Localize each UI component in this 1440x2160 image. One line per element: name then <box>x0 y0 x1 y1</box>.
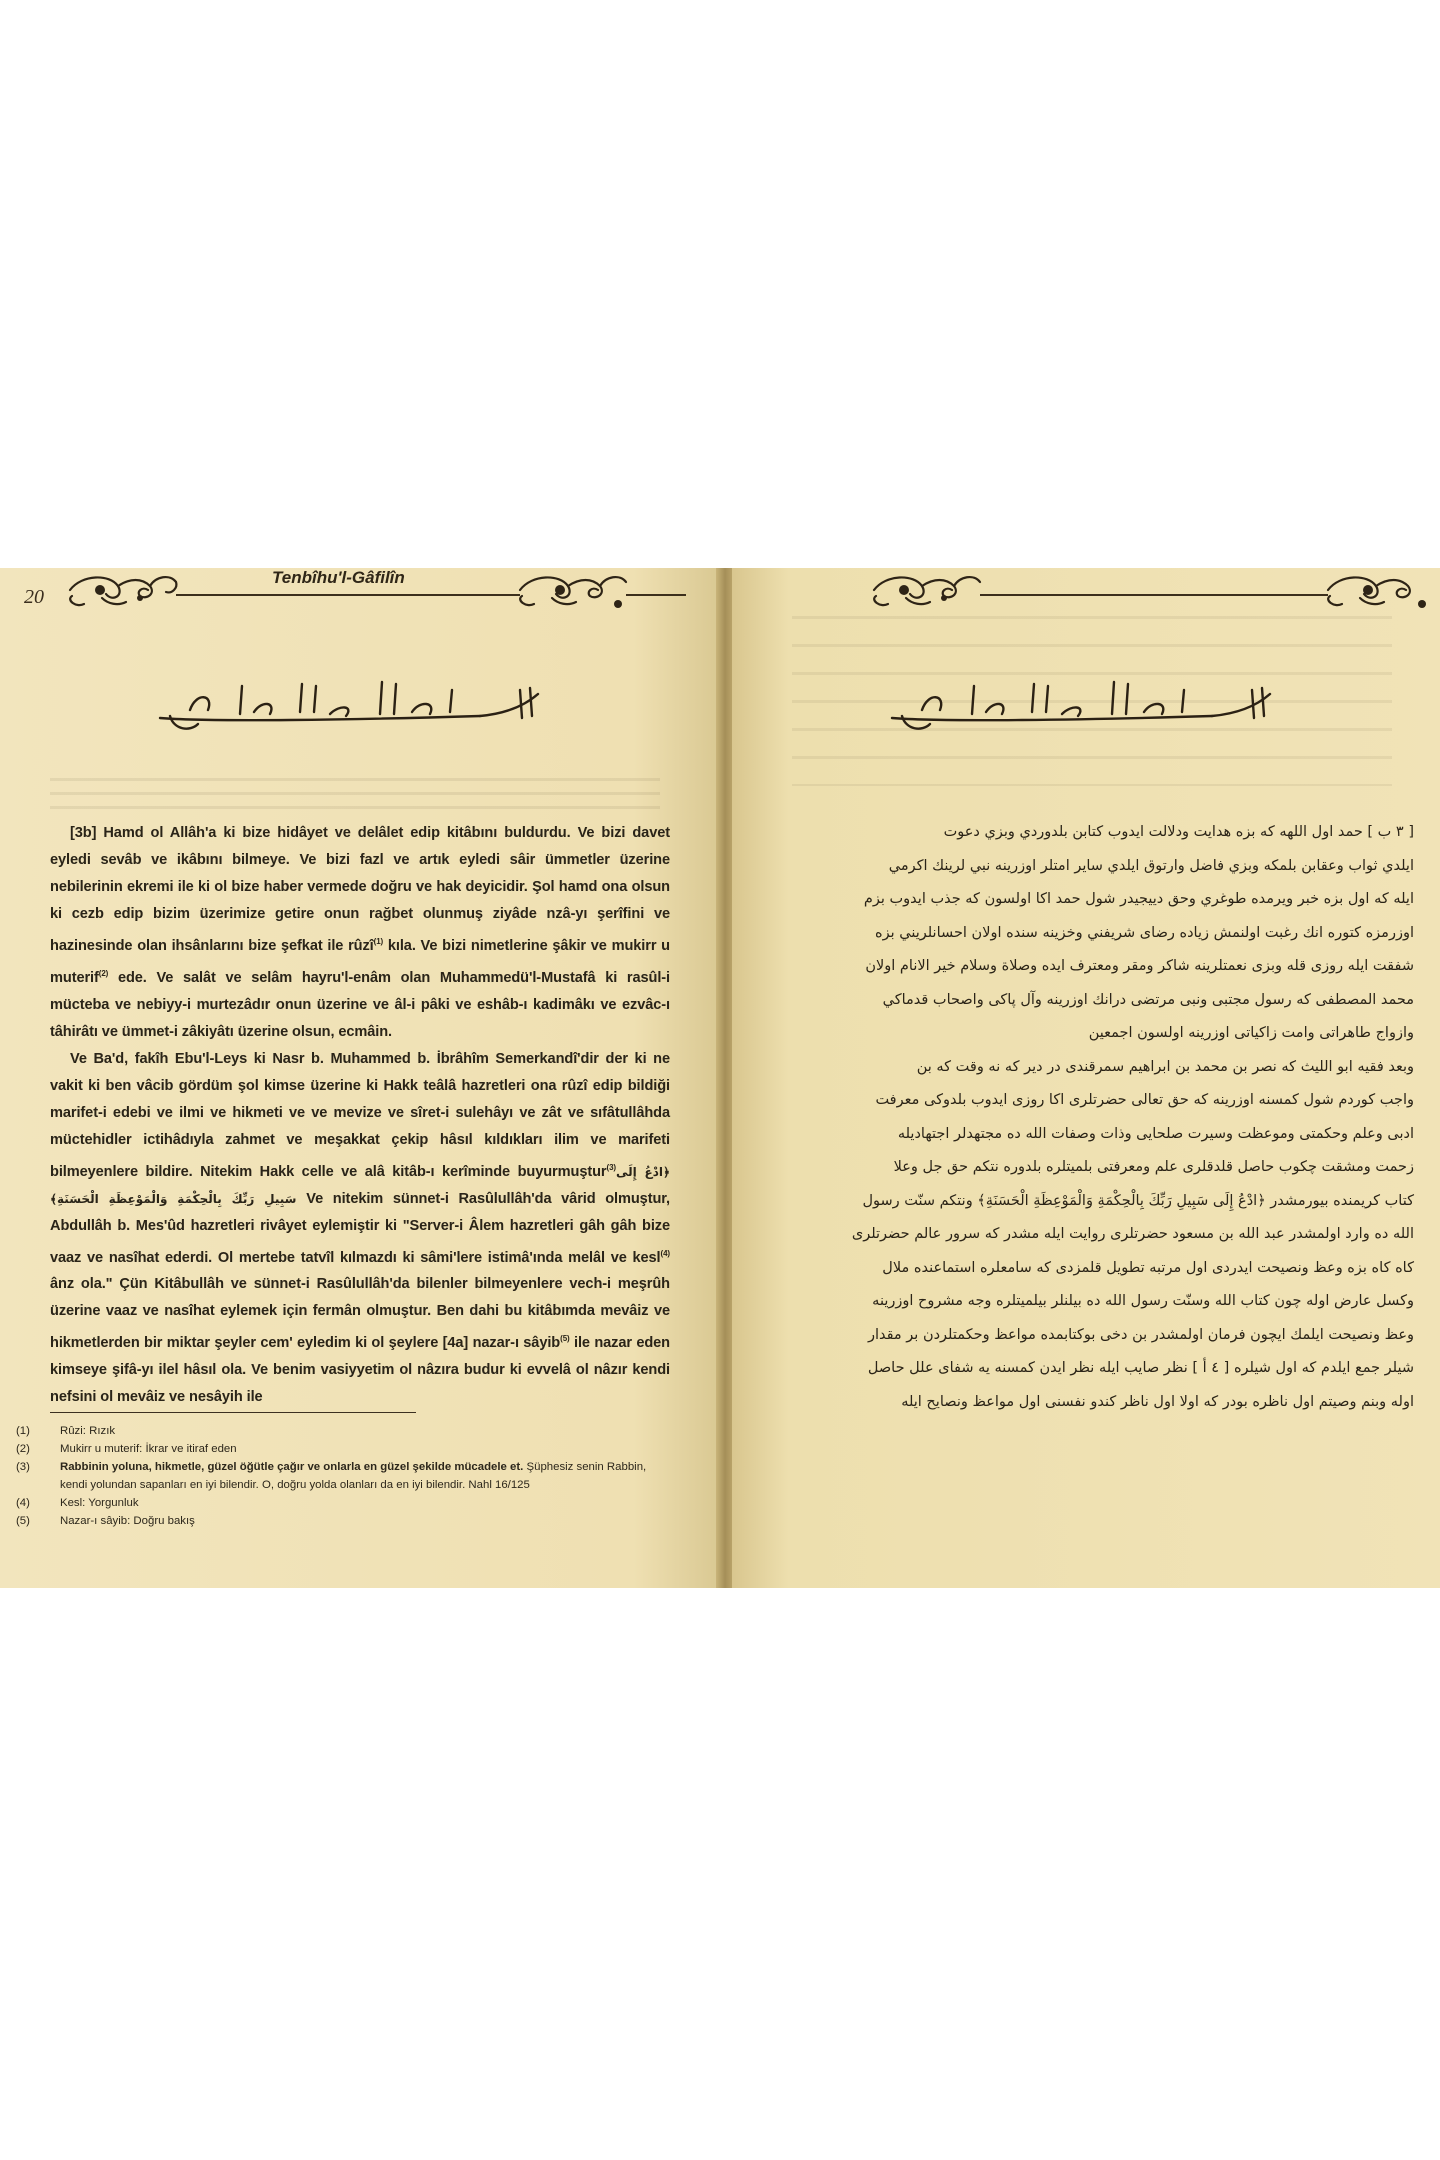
running-title: Tenbîhu'l-Gâfilîn <box>272 568 405 587</box>
basmala-calligraphy-left <box>150 672 550 742</box>
ottoman-line: اوله وبنم وصيتم اول ناظره بودر كه اولا اول ناظر كندو نفسنى اول مواعظ ونصايح ايله <box>901 1393 1414 1410</box>
ottoman-line: كاه كاه بزه وعظ ونصيحت ايدردى اول مرتبه تطويل قلمزدى كه سامعلره استماعنده ملال <box>882 1259 1414 1276</box>
footnote-text: Rûzi: Rızık <box>60 1425 116 1437</box>
ottoman-line: وازواج طاهراتى وامت زاكياتى اوزرينه اولسون اجمعين <box>1088 1025 1414 1041</box>
ottoman-line: وعظ ونصيحت ايلمك ايچون فرمان اولمشدر بن دخى بوكتابمده مواعظ وحكمتلردن بر مقدار <box>867 1326 1414 1343</box>
footnote-number: (1) <box>16 1425 30 1437</box>
footnote-number: (4) <box>16 1497 30 1509</box>
paragraph-1-text-b: kıla. Ve bizi nimetlerine şâkir ve mukirr u muterif <box>50 937 670 986</box>
ottoman-line: شيلر جمع ايلدم كه اول شيلره [ ٤ أ ] نظر صايب ايله نظر ايدن كمسنه يه شفاى علل حاصل <box>867 1360 1414 1376</box>
paragraph-2-text-c: ânz ola." Çün Kitâbullâh ve sünnet-i Rasûlullâh'da bilenler bilmeyenlere vech-i meşrûh üzerine vaaz ve nasîhat eylemek için fermân olmuştur. Ben dahi bu kitâbımda mevâiz ve hikmetlerden bir miktar şeyler cem' eyledim ki ol şeylere <box>50 1276 670 1352</box>
ottoman-line: ادبى وعلم وحكمتى وموعظت وسيرت صلحايى وذات وصفات الله ده مجتهدلر اجتهاديله <box>897 1125 1414 1142</box>
ottoman-line: وبعد فقيه ابو الليث كه نصر بن محمد بن ابراهيم سمرقندى در دير كه نه وقت كه بن <box>916 1058 1414 1075</box>
ottoman-line: [ ٣ ب ] حمد اول اللهه كه بزه هدايت ودلالت ايدوب كتابن بلدوردي وبزي دعوت <box>943 824 1414 840</box>
ottoman-line: محمد المصطفى كه رسول مجتبى ونبى مرتضى درانك اوزرينه وآل پاكى واصحاب قدماكي <box>882 991 1414 1008</box>
footnote-rule <box>50 1412 416 1413</box>
header-rule-right-a <box>980 594 1328 596</box>
footnote-item <box>16 1512 676 1530</box>
ottoman-line: زحمت ومشقت چكوب حاصل قلدقلرى علم ومعرفتى بلميتلره بلدوره نتكم حق جل وعلا <box>893 1159 1414 1175</box>
ottoman-line: اوزرمزه كتوره انك رغبت اولنمش زياده رضاى شريفني وخزينه سنده اولان احسانلريني بزه <box>875 924 1414 941</box>
header-rule-left-a <box>176 594 520 596</box>
paragraph-1 <box>50 820 670 1046</box>
book-spread <box>0 568 1440 1588</box>
right-page <box>732 568 1440 1588</box>
footnote-ref-2[interactable]: (2) <box>98 968 109 978</box>
paragraph-1-text-c: ede. Ve salât ve selâm hayru'l-enâm olan Muhammedü'l-Mustafâ ki rasûl-i mücteba ve nebiyy-i murtezâdır onun üzerine ve âl-i pâki ve eshâb-ı kadimâkı ve ezvâc-ı tâhirâtı ve ümmet-i zâkiyâtı üzerine olsun, ecmâin. <box>50 969 670 1040</box>
paragraph-2-text-b: Ve nitekim sünnet-i Rasûlullâh'da vârid olmuştur, Abdullâh b. Mes'ûd hazretleri rivâyet eylemiştir ki "Server-i Âlem hazretleri gâh gâh bize vaaz ve nasîhat ederdi. Ol mertebe tatvîl kılmazdı ki sâmi'lere istimâ'ında melâl ve kesl <box>50 1190 671 1266</box>
bleed-through <box>50 778 660 818</box>
footnote-ref-1[interactable]: (1) <box>373 937 384 946</box>
paragraph-2-text: Ve Ba'd, fakîh Ebu'l-Leys ki Nasr b. Muhammed b. İbrâhîm Semerkandî'dir der ki ne vakit ki ben vâcib gördüm şol kimse üzerine ki Hakk teâlâ hazretleri ona rûzî edip bildiği marifet-i edebi ve ilmi ve hikmeti ve ve mevize ve sîret-i sulehâyı ve zât ve sıfâtullâhda müctehidler ictihâdıyla zahmet ve meşakkat çekip hâsıl kıldıkları ilim ve marifeti bilmeyenlere bildire. Nitekim Hakk celle ve alâ kitâb-ı kerîminde buyurmuştur <box>50 1050 670 1180</box>
paragraph-2 <box>50 1046 670 1412</box>
paragraph-1-text: Hamd ol Allâh'a ki bize hidâyet ve delâlet edip kitâbını buldurdu. Ve bizi davet eyledi sevâb ve ikâbını bilmeye. Ve bizi fazl ve artık eyledi sâir ümmetler üzerine nebilerinin ekremi ile ki ol bize haber vermede doğru ve hak deyicidir. Şol hamd ona olsun ki cezb edip bizim üzerimize getire onun rağbet olunmuş ziyâde nzâ-yı şerîfini ve hazinesinde olan ihsânlarını bize şefkat ile rûzî <box>50 825 670 954</box>
paragraph-2-text-d: nazar-ı sâyib <box>468 1335 561 1352</box>
folio-marker-2: [4a] <box>442 1335 469 1352</box>
footnote-number: (2) <box>16 1443 30 1455</box>
footnote-item <box>16 1494 676 1512</box>
footnote-text: Nazar-ı sâyib: Doğru bakış <box>60 1515 195 1527</box>
page-number: 20 <box>24 586 44 608</box>
footnote-text: Mukirr u muterif: İkrar ve itiraf eden <box>60 1443 237 1455</box>
ottoman-line: كتاب كريمنده بيورمشدر ﴿ادْعُ إِلَى سَبِيلِ رَبِّكَ بِالْحِكْمَةِ وَالْمَوْعِظَةِ الْحَسَنَةِ﴾ ونتكم سنّت رسول <box>862 1192 1414 1209</box>
paragraph-2-text-e: ile nazar eden kimseye şifâ-yı ilel hâsıl ola. Ve benim vasiyyetim ol nâzıra budur ki evvelâ ol nâzır kendi nefsini ol mevâiz ve nesâyih ile <box>50 1335 670 1406</box>
footnote-ref-4[interactable]: (4) <box>660 1248 670 1258</box>
main-text <box>50 820 670 1411</box>
ottoman-line: الله ده وارد اولمشدر عبد الله بن مسعود حضرتلرى روايت ايله مشدر كه سرور عالم حضرتلرى <box>851 1226 1414 1242</box>
header-ornament-right <box>732 568 1440 616</box>
footnote-number: (3) <box>16 1461 30 1473</box>
ottoman-text <box>768 816 1414 1419</box>
ottoman-line: واجب كوردم شول كمسنه اوزرينه كه حق تعالى حضرتلرى اكا روزى ايدوب بلدوكى معرفت <box>875 1092 1414 1108</box>
left-page <box>0 568 720 1588</box>
footnote-text: Kesl: Yorgunluk <box>60 1497 139 1509</box>
footnote-number: (5) <box>16 1515 30 1527</box>
footnote-ref-5[interactable]: (5) <box>560 1334 570 1344</box>
footnote-item <box>16 1422 676 1440</box>
quran-quote: ﴿ادْعُ إِلَى سَبِيلِ رَبِّكَ بِالْحِكْمَةِ وَالْمَوْعِظَةِ الْحَسَنَةِ﴾ <box>50 1164 670 1206</box>
footnotes <box>16 1422 676 1530</box>
folio-marker: [3b] <box>70 825 97 841</box>
footnote-ref-3[interactable]: (3) <box>606 1162 616 1172</box>
basmala-calligraphy-right <box>882 672 1282 742</box>
footnote-text: Rabbinin yoluna, hikmetle, güzel öğütle çağır ve onlarla en güzel şekilde mücadele et. Şüphesiz senin Rabbin, kendi yolundan sapanları en iyi bilendir. O, doğru yolda olanları da en iyi bilendir. Nahl 16/125 <box>60 1461 647 1491</box>
footnote-item <box>16 1458 676 1494</box>
ottoman-line: ايله كه اول بزه خبر ويرمده طوغري وحق دييجيدر شول حمد اكا اولسون كه جذب ايدوب بزم <box>863 891 1414 907</box>
ottoman-line: ايلدي ثواب وعقابن بلمكه وبزي فاضل وارتوق ايلدي ساير امتلر اوزرينه نبي لرينك اكرمي <box>888 857 1414 874</box>
footnote-item <box>16 1440 676 1458</box>
ottoman-line: شفقت ايله روزى قله وبزى نعمتلرينه شاكر ومقر ومعترف ايده وصلاة وسلام خير الانام اولان <box>865 958 1414 974</box>
ottoman-line: وكسل عارض اوله چون كتاب الله وسنّت رسول الله ده بيلنلر بيلميتلره وجه مشروح اوزرينه <box>872 1293 1414 1309</box>
header-rule-left-b <box>626 594 686 596</box>
